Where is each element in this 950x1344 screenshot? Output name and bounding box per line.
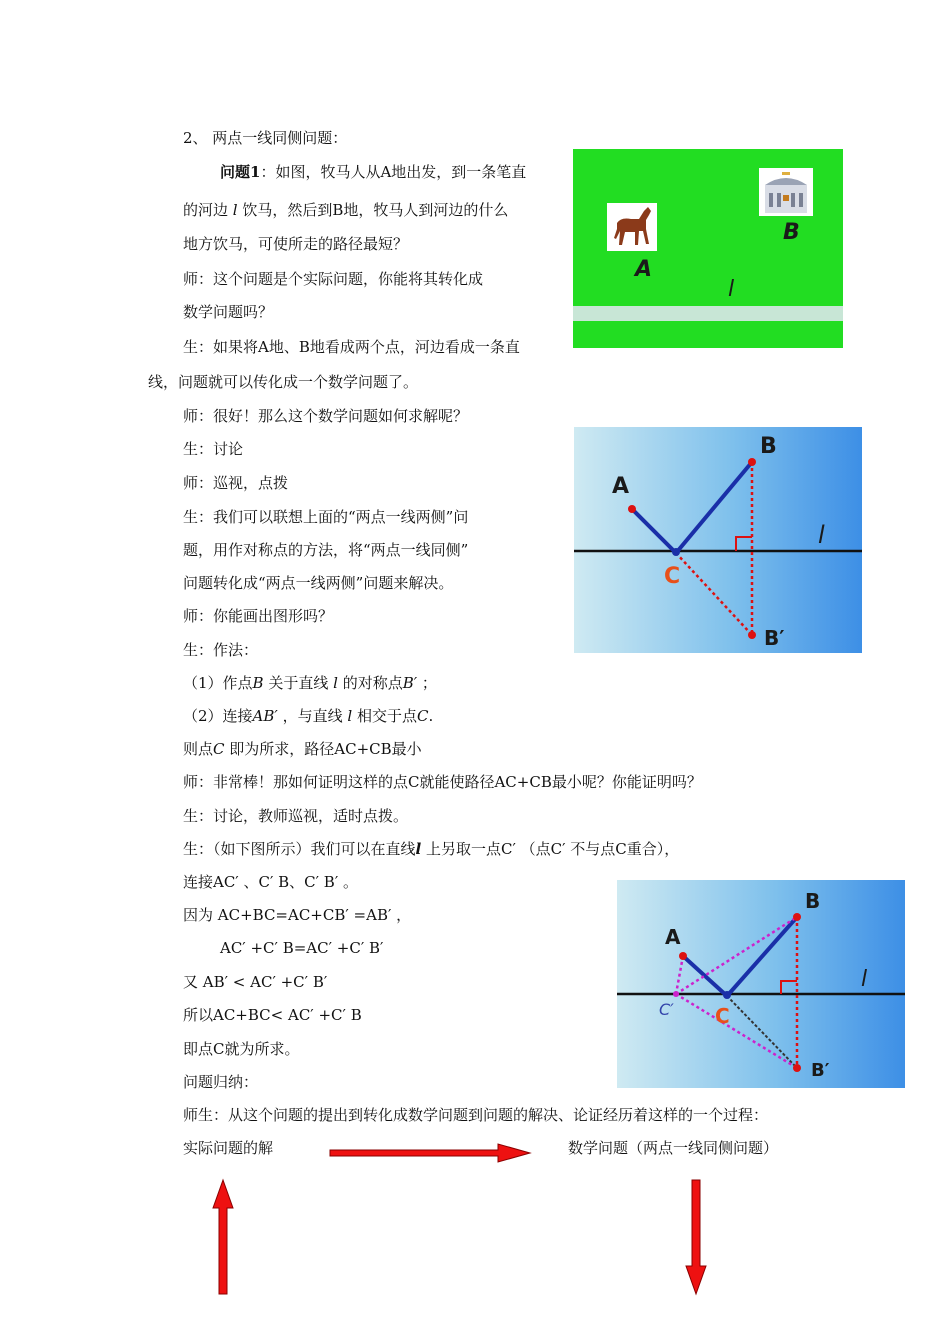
scene-figure — [573, 149, 843, 348]
student-line-3b: 题，用作对称点的方法，将“两点一线同侧” — [183, 541, 469, 559]
student-line-6a: 生：（如下图所示）我们可以在直线l 上另取一点C′ （点C′ 不与点C重合）， — [183, 840, 680, 858]
proof-figure — [617, 880, 905, 1088]
proof-label-bp: B′ — [811, 1060, 830, 1081]
proof-point-c — [723, 991, 731, 999]
construction-label-a: A — [612, 474, 630, 499]
teacher-line-4: 师：你能画出图形吗？ — [183, 607, 334, 625]
problem-label: 问题1 — [220, 163, 261, 181]
teacher-line-3: 师：巡视，点拨 — [183, 474, 289, 492]
proof-label-a: A — [665, 925, 681, 949]
student-line-6c: 连接AC′ 、C′ B、C′ B′ 。 — [183, 873, 359, 891]
point-bp — [748, 631, 756, 639]
construction-label-bp: B′ — [764, 626, 785, 650]
construction-step-2: （2）连接AB′ ，与直线 l 相交于点C. — [183, 707, 434, 725]
scene-label-b: B — [783, 220, 800, 245]
teacher-line-2: 师：很好！那么这个数学问题如何求解呢？ — [183, 407, 469, 425]
river-band — [573, 306, 843, 321]
problem-line-3: 地方饮马，可使所走的路径最短？ — [183, 235, 409, 253]
student-line-1b: 线，问题就可以传化成一个数学问题了。 — [148, 373, 419, 391]
construction-label-l: l — [818, 521, 825, 549]
proof-line-3: 又 AB′ < AC′ +C′ B′ — [183, 973, 328, 991]
up-arrow — [210, 1178, 236, 1296]
horse-icon — [607, 203, 657, 251]
proof-label-b: B — [805, 889, 821, 913]
summary-text: 师生：从这个问题的提出到转化成数学问题到问题的解决、论证经历着这样的一个过程： — [183, 1106, 769, 1124]
point-a — [628, 505, 636, 513]
problem-line-1: 问题1：如图，牧马人从A地出发，到一条笔直 — [220, 163, 527, 181]
proof-line-4: 所以AC+BC< AC′ +C′ B — [183, 1006, 362, 1024]
construction-step-1: （1）作点B 关于直线 l 的对称点B′ ； — [183, 674, 437, 692]
flow-right-label: 数学问题（两点一线同侧问题） — [568, 1139, 779, 1157]
house-icon — [759, 168, 813, 216]
teacher-line-1b: 数学问题吗？ — [183, 303, 274, 321]
proof-point-bp — [793, 1064, 801, 1072]
student-line-3a: 生：我们可以联想上面的“两点一线两侧”问 — [183, 508, 469, 526]
construction-figure — [574, 427, 862, 653]
point-b — [748, 458, 756, 466]
teacher-line-5: 师：非常棒！那如何证明这样的点C就能使路径AC+CB最小呢？你能证明吗？ — [183, 773, 702, 791]
proof-line-1: 因为 AC+BC=AC+CB′ =AB′ ， — [183, 906, 412, 924]
proof-label-c: C — [715, 1004, 730, 1028]
proof-point-a — [679, 952, 687, 960]
down-arrow — [683, 1178, 709, 1296]
proof-label-cp: C′ — [659, 1000, 674, 1019]
student-line-5: 生：讨论，教师巡视，适时点拨。 — [183, 807, 409, 825]
point-c — [672, 548, 680, 556]
scene-label-l: l — [728, 277, 735, 302]
proof-point-cp — [673, 991, 679, 997]
proof-line-5: 即点C就为所求。 — [183, 1040, 300, 1058]
right-arrow — [328, 1141, 534, 1165]
flow-left-label: 实际问题的解 — [183, 1139, 274, 1157]
scene-label-a: A — [635, 257, 653, 282]
section-heading: 2、 两点一线同侧问题： — [183, 129, 348, 147]
proof-point-b — [793, 913, 801, 921]
problem-line-2: 的河边 l 饮马，然后到B地，牧马人到河边的什么 — [183, 201, 509, 219]
construction-conclusion: 则点C 即为所求，路径AC+CB最小 — [183, 740, 422, 758]
student-line-1a: 生：如果将A地、B地看成两个点，河边看成一条直 — [183, 338, 520, 356]
summary-heading: 问题归纳： — [183, 1073, 259, 1091]
student-line-2: 生：讨论 — [183, 440, 244, 458]
construction-label-c: C — [664, 564, 681, 589]
construction-label-b: B — [760, 434, 777, 459]
student-line-3c: 问题转化成“两点一线两侧”问题来解决。 — [183, 574, 454, 592]
proof-line-2: AC′ +C′ B=AC′ +C′ B′ — [220, 939, 384, 957]
proof-label-l: l — [861, 967, 868, 992]
student-line-4: 生：作法： — [183, 641, 259, 659]
teacher-line-1a: 师：这个问题是个实际问题，你能将其转化成 — [183, 270, 484, 288]
